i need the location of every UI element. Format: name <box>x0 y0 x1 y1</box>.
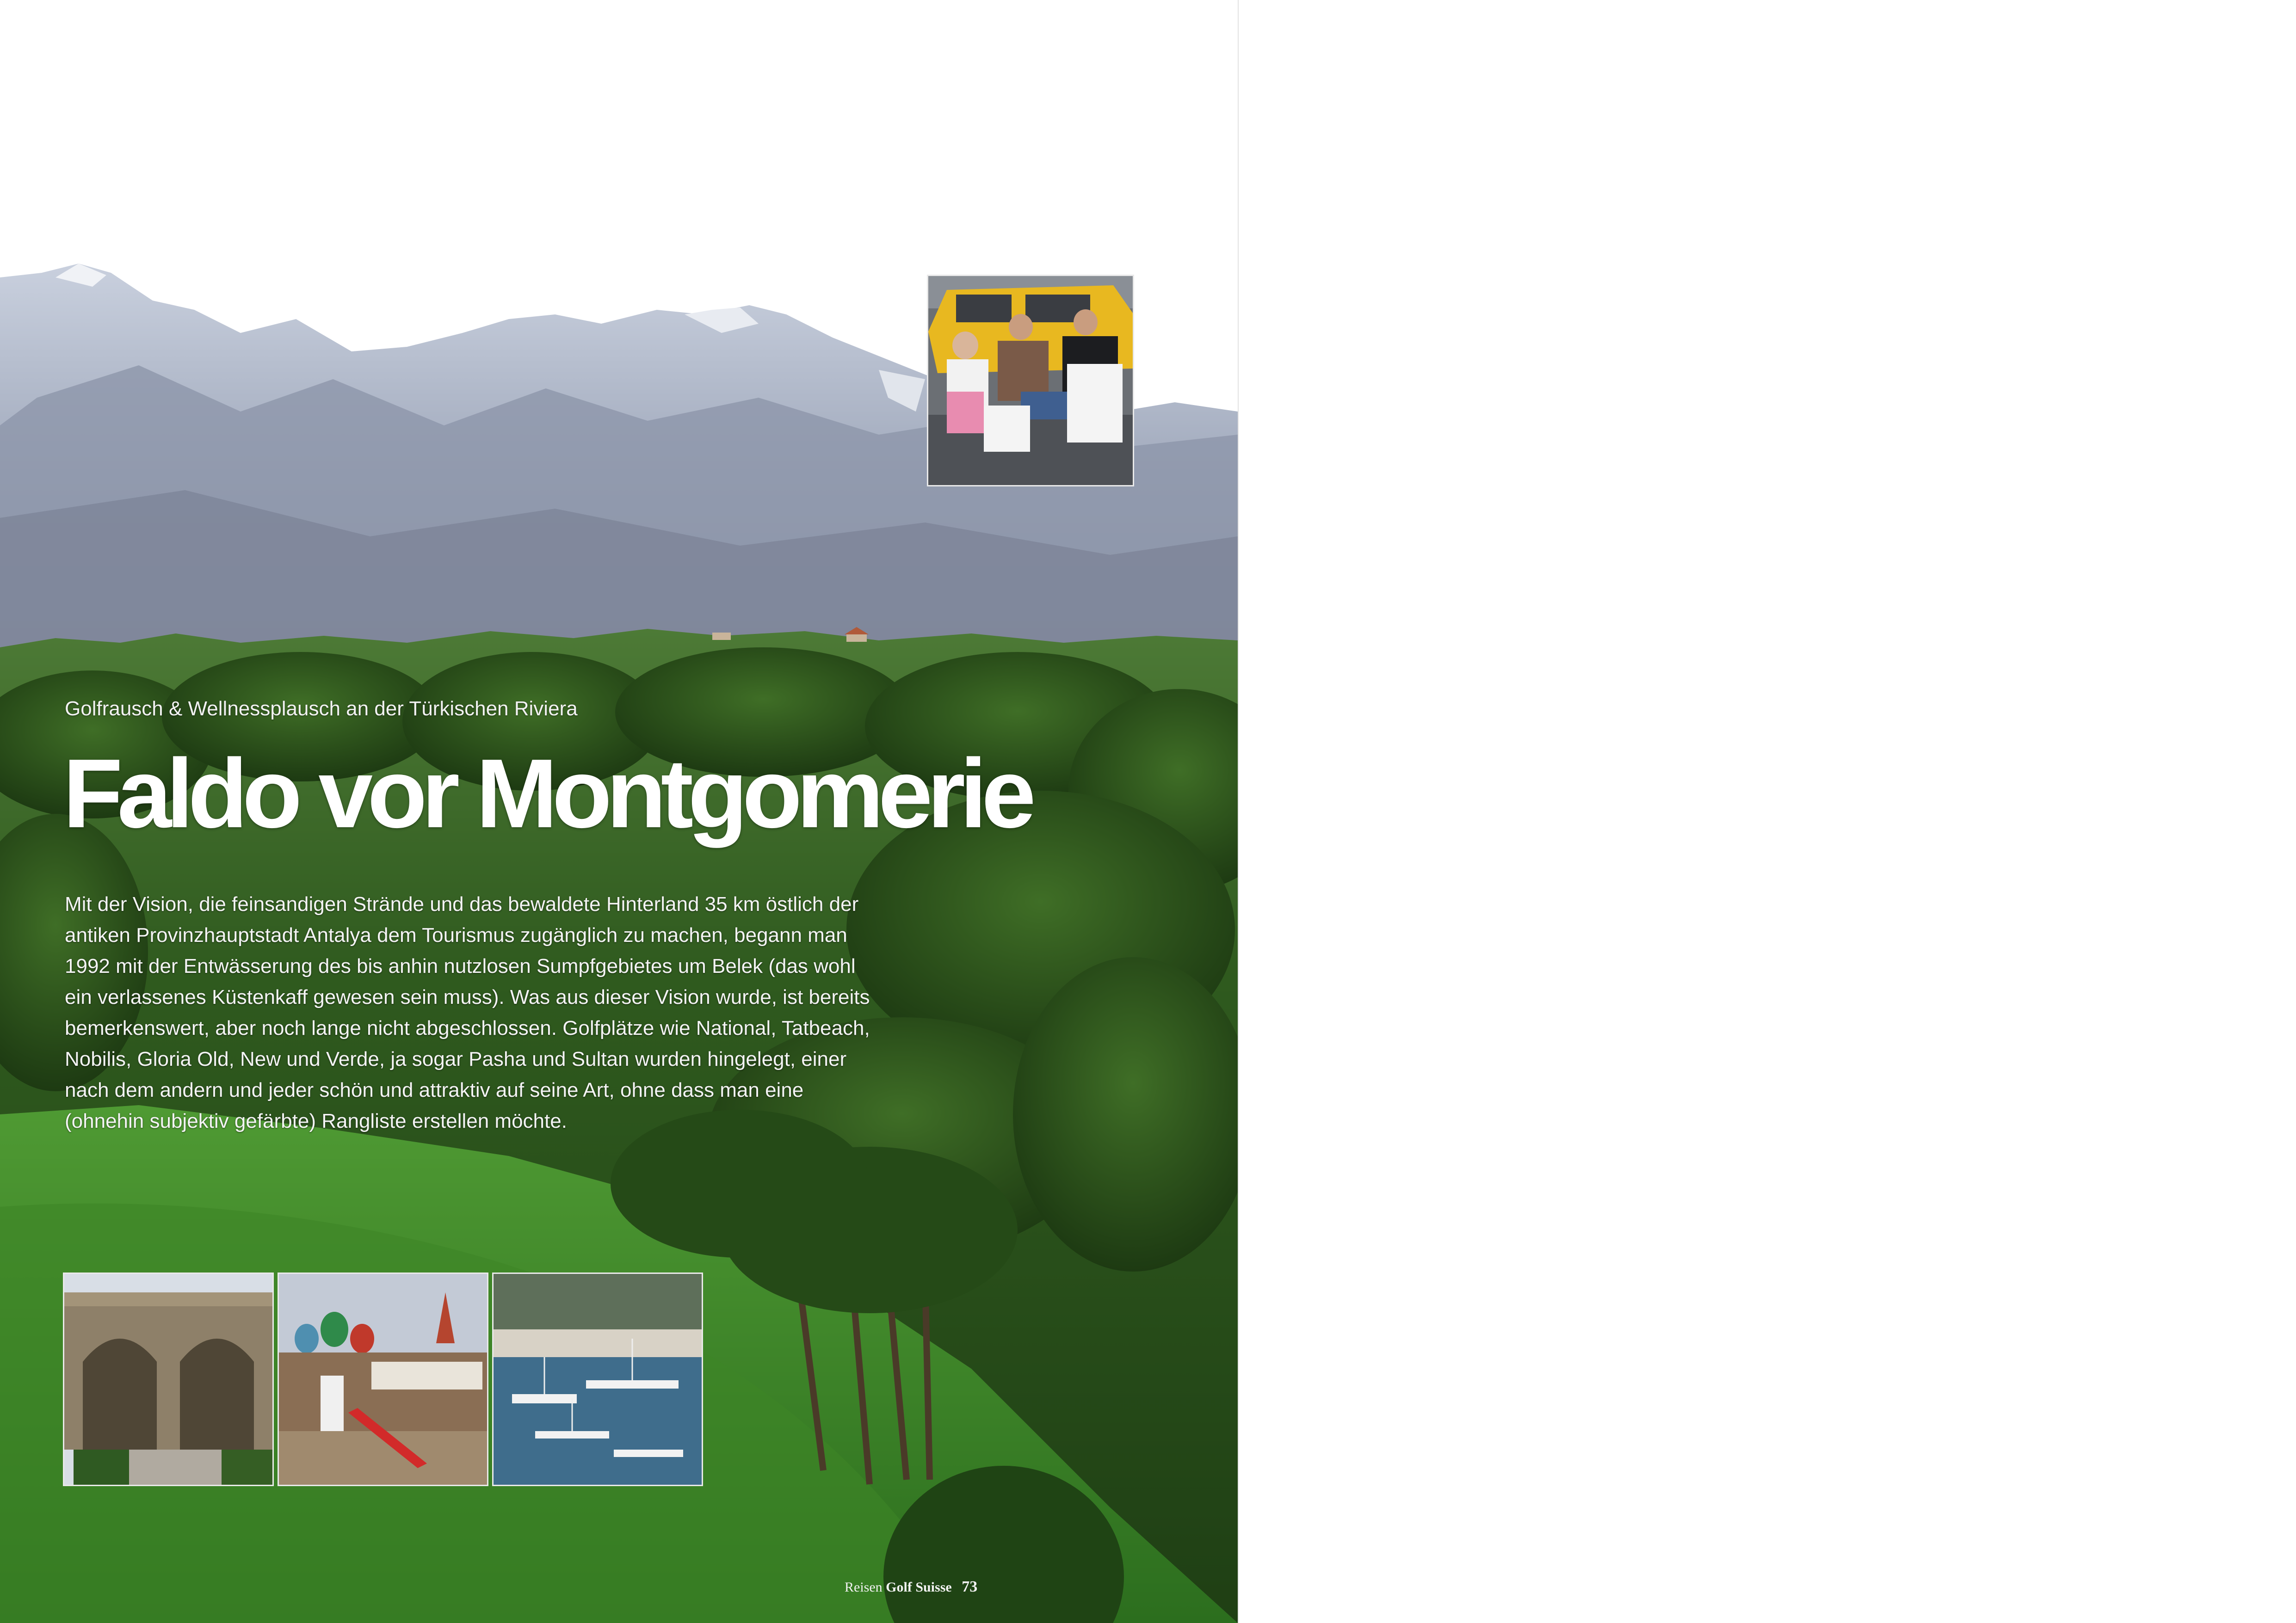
article-lead <box>65 889 944 1137</box>
stone-gate-image <box>64 1274 272 1485</box>
lead-line: Mit der Vision, die feinsandigen Strände und das bewaldete Hinterland 35 km östlich der <box>65 893 859 916</box>
taxi-scene-image <box>928 276 1133 485</box>
harbour-image <box>494 1274 702 1485</box>
lead-line: nach dem andern und jeder schön und attraktiv auf seine Art, ohne dass man eine <box>65 1079 804 1101</box>
lead-line: ein verlassenes Küstenkaff gewesen sein muss). Was aus dieser Vision wurde, ist bereits <box>65 986 870 1008</box>
lead-line: Nobilis, Gloria Old, New und Verde, ja sogar Pasha und Sultan wurden hingelegt, einer <box>65 1048 847 1070</box>
lead-line: antiken Provinzhauptstadt Antalya dem Tourismus zugänglich zu machen, begann man <box>65 924 847 947</box>
thumbnail-gate <box>63 1273 274 1486</box>
thumbnail-harbour <box>492 1273 703 1486</box>
page-edge-divider <box>1238 0 1239 1623</box>
footer-magazine: Golf Suisse <box>886 1580 952 1595</box>
lead-line: bemerkenswert, aber noch lange nicht abgeschlossen. Golfplätze wie National, Tatbeach, <box>65 1017 870 1039</box>
article-kicker: Golfrausch & Wellnessplausch an der Türkischen Riviera <box>65 697 578 720</box>
playground-image <box>279 1274 487 1485</box>
footer-section: Reisen <box>845 1580 883 1595</box>
article-headline: Faldo vor Montgomerie <box>63 738 1031 848</box>
inset-photo-taxi <box>927 275 1134 486</box>
lead-line: (ohnehin subjektiv gefärbte) Rangliste erstellen möchte. <box>65 1110 567 1132</box>
thumbnail-playground <box>278 1273 488 1486</box>
lead-line: 1992 mit der Entwässerung des bis anhin nutzlosen Sumpfgebietes um Belek (das wohl <box>65 955 856 977</box>
page-number: 73 <box>962 1578 978 1595</box>
page-footer <box>845 1578 977 1596</box>
